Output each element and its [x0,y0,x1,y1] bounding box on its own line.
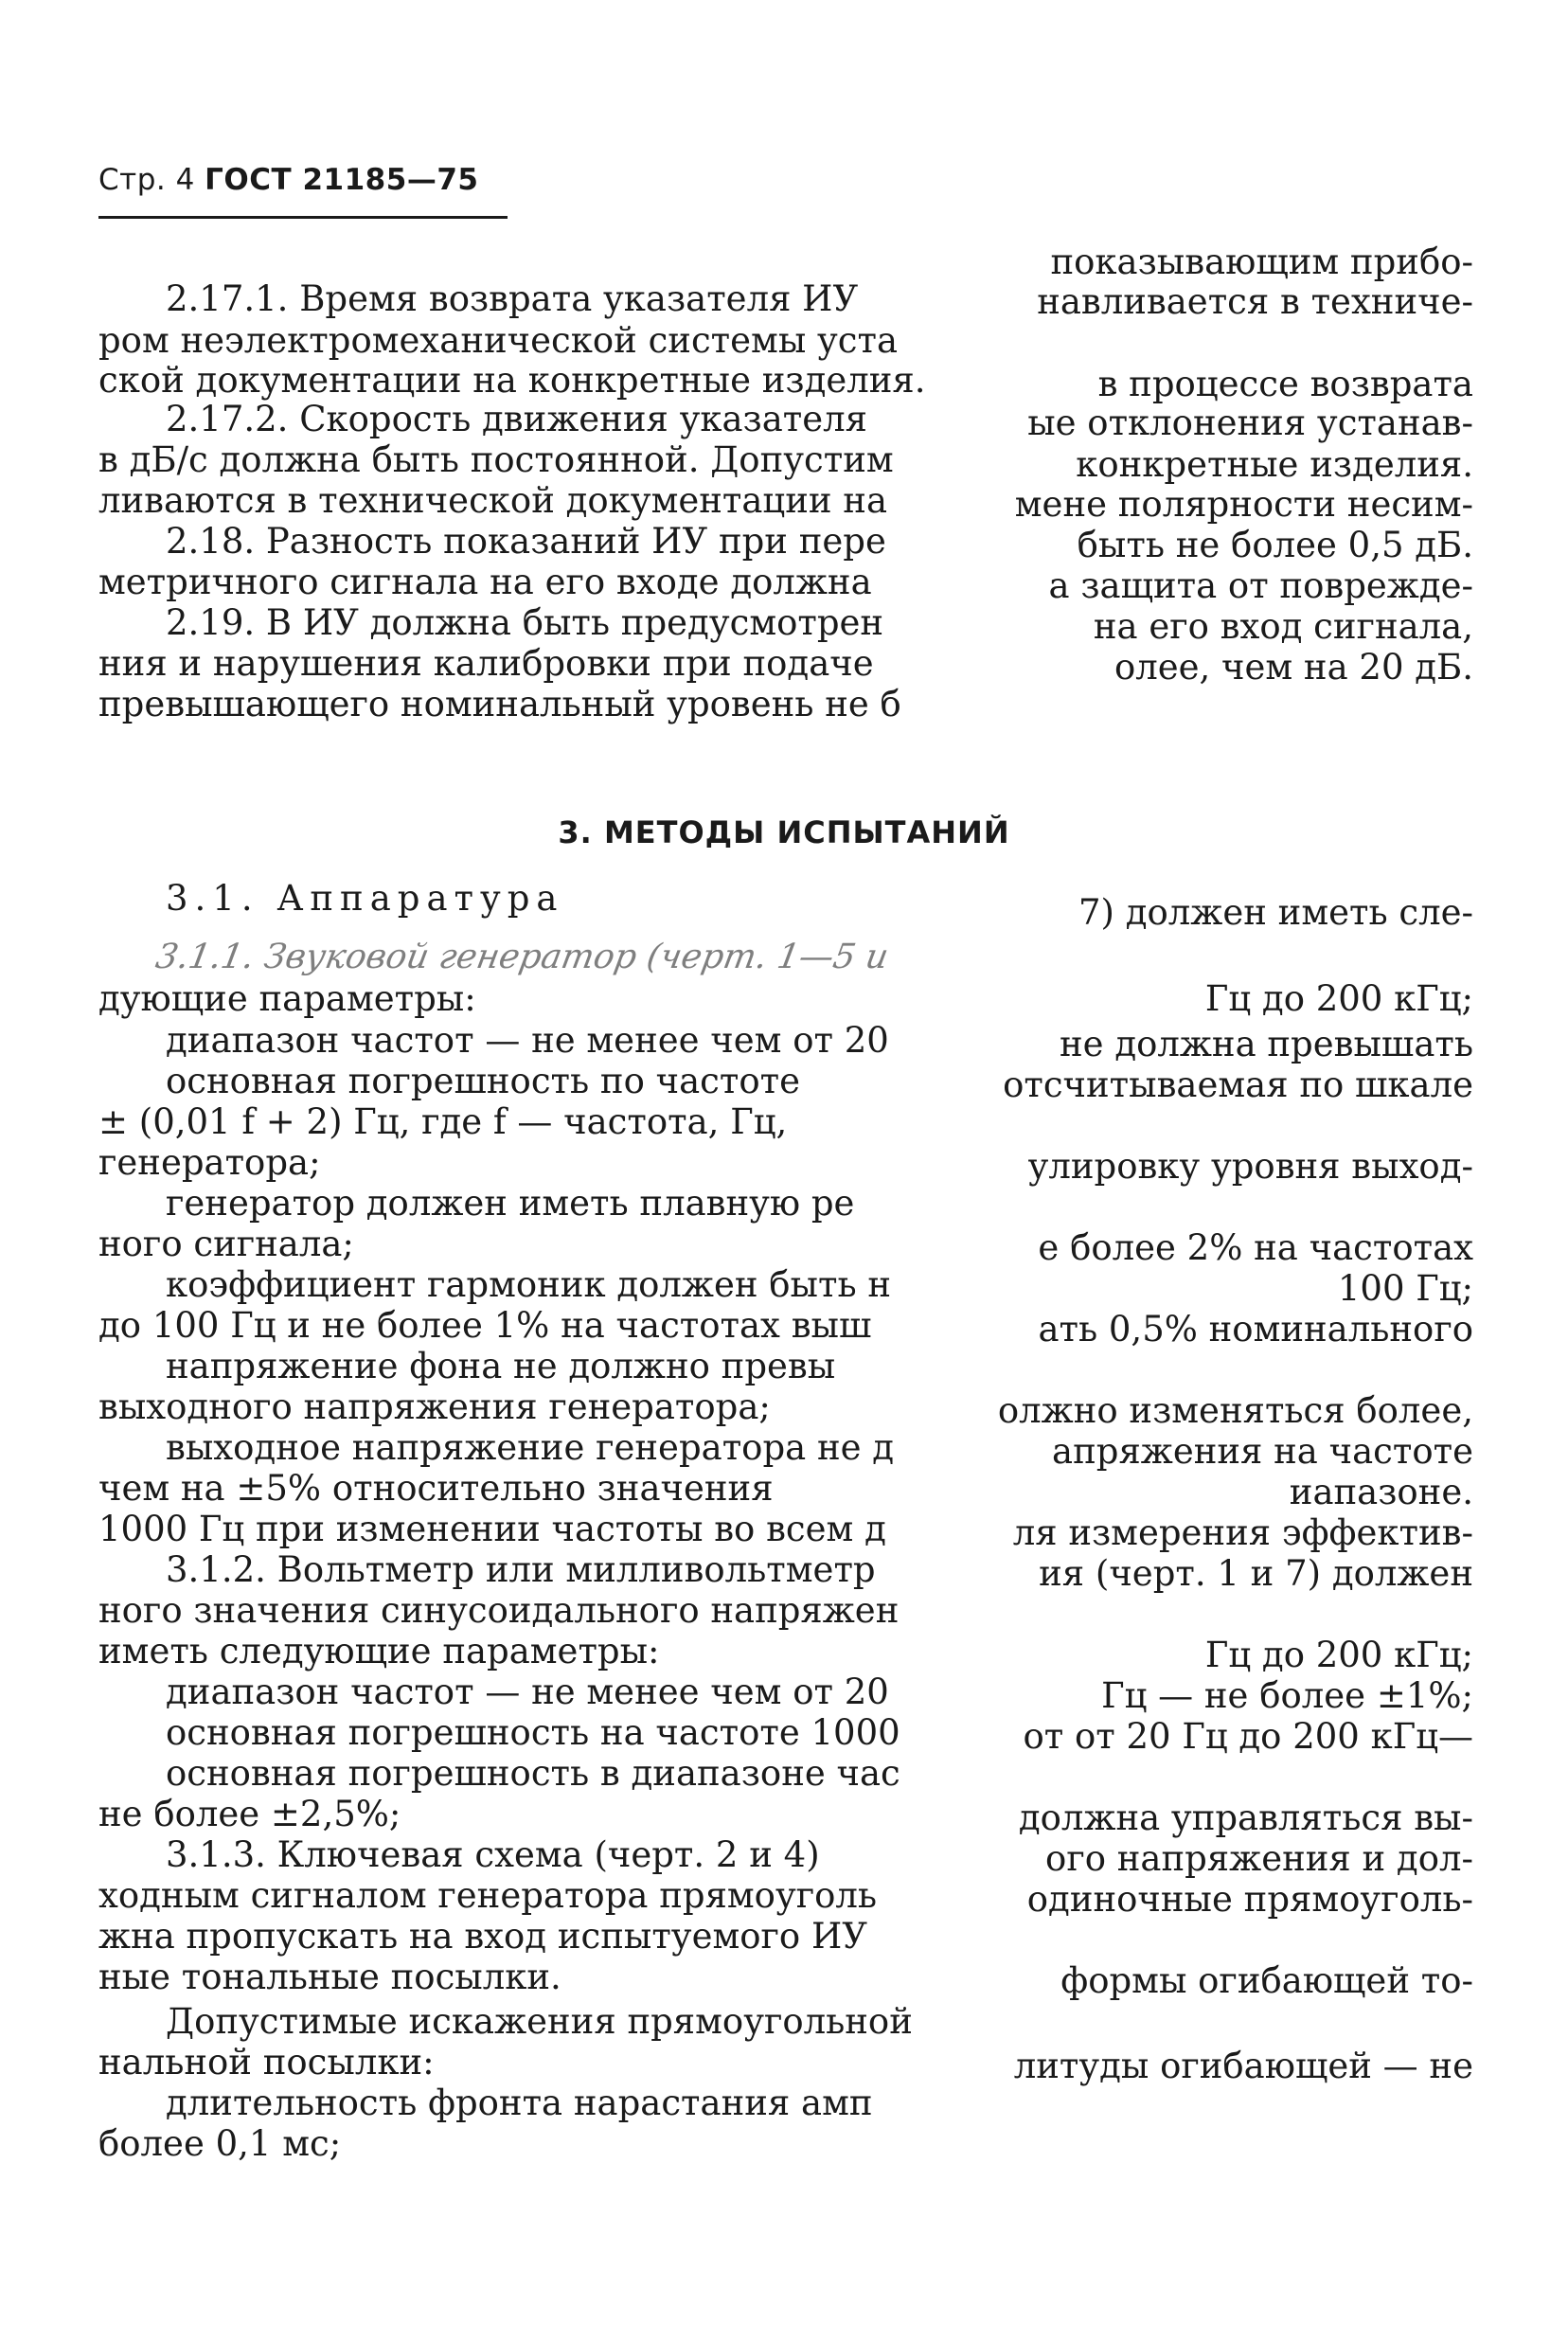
text-line: Допустимые искажения прямоугольной [166,2001,913,2042]
document-code: ГОСТ 21185—75 [205,163,479,197]
page-header [98,163,478,197]
text-line: ного значения синусоидального напряжен [98,1590,900,1631]
text-line: 7) должен иметь сле- [1078,892,1473,933]
text-line: показывающим прибо- [1050,241,1473,282]
text-line: ные тональные посылки. [98,1957,561,1997]
text-line: иапазоне. [1289,1472,1473,1512]
text-line: не более ±2,5%; [98,1794,401,1834]
text-line: е более 2% на частотах [1038,1227,1473,1268]
text-line: мене полярности несим- [1014,484,1473,525]
text-line: 2.18. Разность показаний ИУ при пере [166,521,886,562]
text-line: олее, чем на 20 дБ. [1114,647,1473,688]
text-line: одиночные прямоуголь- [1026,1879,1473,1920]
text-line: отсчитываемая по шкале [1003,1064,1473,1105]
text-line: коэффициент гармоник должен быть н [166,1264,892,1305]
text-line: ного сигнала; [98,1224,354,1264]
text-line: должна управляться вы- [1018,1797,1473,1838]
text-line: быть не более 0,5 дБ. [1077,525,1473,565]
text-line: более 0,1 мс; [98,2123,342,2164]
text-line: 3.1.3. Ключевая схема (черт. 2 и 4) [166,1834,820,1875]
text-line: улировку уровня выход- [1027,1146,1473,1187]
text-line: навливается в техниче- [1037,281,1473,322]
text-line: в процессе возврата [1097,364,1473,404]
text-line: жна пропускать на вход испытуемого ИУ [98,1916,867,1957]
text-line: в дБ/с должна быть постоянной. Допустим [98,439,894,480]
text-line: 2.19. В ИУ должна быть предусмотрен [166,602,884,643]
text-line: Гц до 200 кГц; [1204,978,1473,1019]
text-line: 2.17.1. Время возврата указателя ИУ [166,278,859,319]
text-line: ого напряжения и дол- [1045,1838,1473,1879]
text-line: нальной посылки: [98,2042,435,2083]
text-line: напряжение фона не должно превы [166,1346,836,1386]
text-line: на его вход сигнала, [1093,606,1473,647]
text-line: ром неэлектромеханической системы уста [98,320,899,361]
text-line: метричного сигнала на его входе должна [98,562,872,602]
text-line: ливаются в технической документации на [98,480,888,521]
text-line: выходного напряжения генератора; [98,1386,771,1427]
text-line: ля измерения эффектив- [1012,1512,1473,1553]
text-line: генератора; [98,1142,321,1183]
text-line: выходное напряжение генератора не д [166,1427,895,1468]
text-line: от от 20 Гц до 200 кГц— [1023,1716,1473,1757]
text-line: а защита от поврежде- [1048,565,1473,606]
text-line: ать 0,5% номинального [1038,1309,1473,1350]
text-line: дующие параметры: [98,978,476,1019]
text-line: Гц до 200 кГц; [1204,1635,1473,1675]
header-rule [98,216,508,219]
text-line: ния и нарушения калибровки при подаче [98,643,874,684]
text-line: формы огибающей то- [1060,1960,1473,2001]
text-line: апряжения на частоте [1052,1431,1473,1472]
text-line: не должна превышать [1060,1024,1473,1064]
text-line: чем на ±5% относительно значения [98,1468,774,1509]
text-line: конкретные изделия. [1076,444,1473,485]
text-line: ской документации на конкретные изделия. [98,360,926,401]
text-line: длительность фронта нарастания амп [166,2083,873,2123]
text-line: 3.1.2. Вольтметр или милливольтметр [166,1549,876,1590]
text-line: превышающего номинальный уровень не б [98,684,901,724]
text-line: ия (черт. 1 и 7) должен [1039,1553,1473,1594]
text-line: ± (0,01 f + 2) Гц, где f — частота, Гц, [98,1101,788,1142]
text-line: до 100 Гц и не более 1% на частотах выш [98,1305,872,1346]
text-line: основная погрешность на частоте 1000 [166,1712,900,1753]
text-line: 1000 Гц при изменении частоты во всем д [98,1509,886,1549]
handwritten-line: 3.1.1. Звуковой генератор (черт. 1—5 и [152,938,892,976]
text-line: Гц — не более ±1%; [1101,1675,1473,1716]
text-line: основная погрешность по частоте [166,1061,800,1101]
subsection-heading: 3.1. Аппаратура [166,878,564,919]
text-line: диапазон частот — не менее чем от 20 [166,1020,889,1061]
text-line: ходным сигналом генератора прямоуголь [98,1875,878,1916]
section-title: 3. МЕТОДЫ ИСПЫТАНИЙ [558,814,1010,850]
text-line: основная погрешность в диапазоне час [166,1753,900,1794]
text-line: литуды огибающей — не [1013,2046,1473,2086]
text-line: иметь следующие параметры: [98,1631,660,1672]
text-line: 100 Гц; [1337,1268,1473,1309]
text-line: ые отклонения устанав- [1027,402,1473,443]
text-line: олжно изменяться более, [997,1390,1473,1431]
text-line: генератор должен иметь плавную ре [166,1183,855,1224]
text-line: 2.17.2. Скорость движения указателя [166,399,868,439]
page-label: Стр. 4 [98,163,195,197]
text-line: диапазон частот — не менее чем от 20 [166,1672,889,1712]
